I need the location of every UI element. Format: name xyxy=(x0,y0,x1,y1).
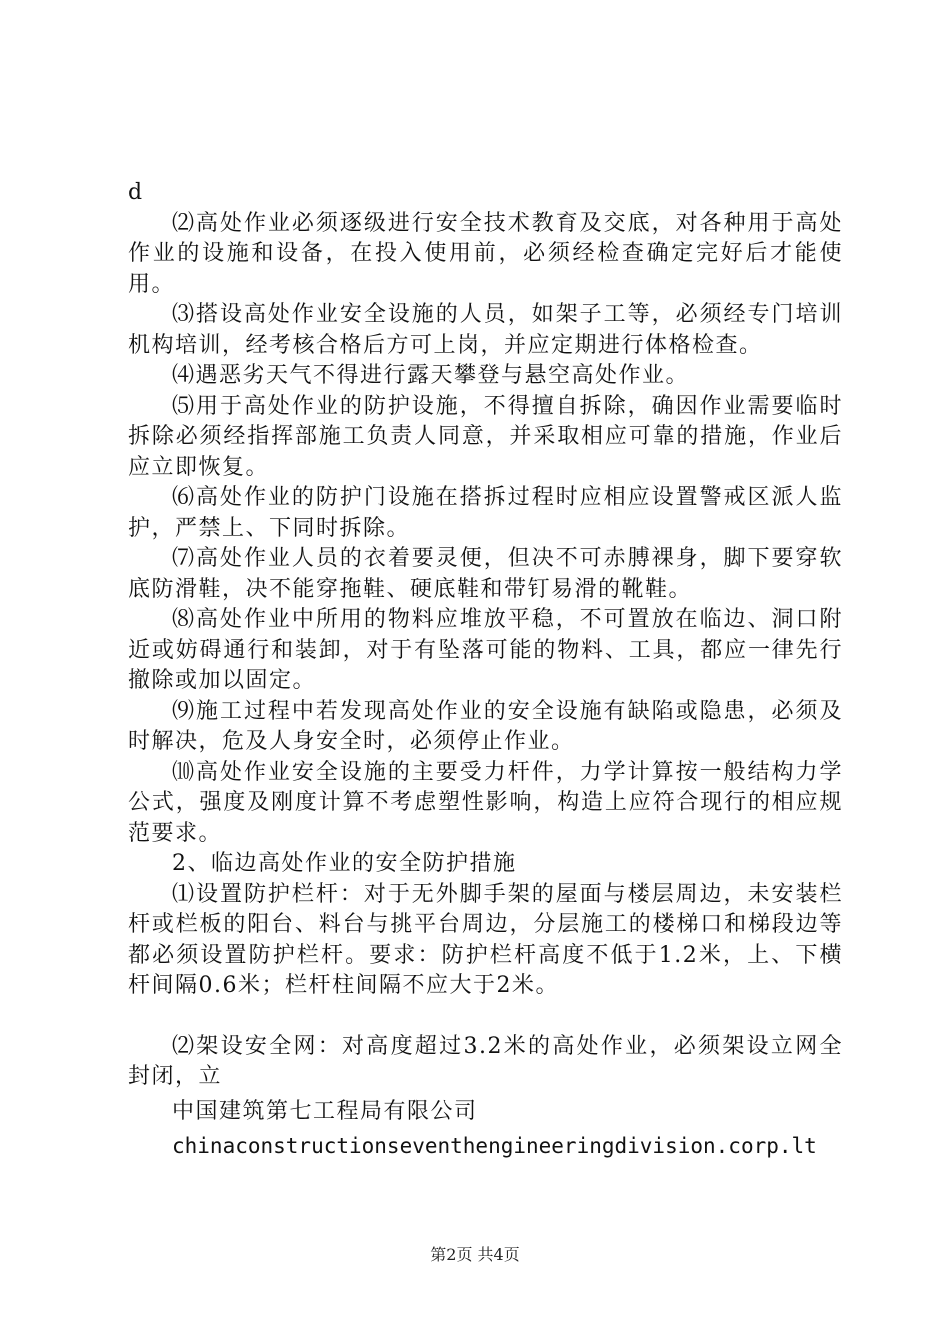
paragraph-guardrail: ⑴设置防护栏杆：对于无外脚手架的屋面与楼层周边，未安装栏杆或栏板的阳台、料台与挑平台周边，分层施工的楼梯口和梯段边等都必须设置防护栏杆。要求：防护栏杆高度不低于1.2米，上、下横杆间隔0.6米；栏杆柱间隔不应大于2米。 xyxy=(128,881,843,998)
company-url: chinaconstructionseventhengineeringdivision.corp.lt xyxy=(172,1134,817,1158)
paragraph-item-2: ⑵高处作业必须逐级进行安全技术教育及交底，对各种用于高处作业的设施和设备，在投入使用前，必须经检查确定完好后才能使用。 xyxy=(128,210,843,297)
paragraph-item-3: ⑶搭设高处作业安全设施的人员，如架子工等，必须经专门培训机构培训，经考核合格后方可上岗，并应定期进行体格检查。 xyxy=(128,302,843,358)
stray-fragment: d xyxy=(128,180,144,205)
paragraph-item-10: ⑽高处作业安全设施的主要受力杆件，力学计算按一般结构力学公式，强度及刚度计算不考虑塑性影响，构造上应符合现行的相应规范要求。 xyxy=(128,759,843,846)
paragraph-item-8: ⑻高处作业中所用的物料应堆放平稳，不可置放在临边、洞口附近或妨碍通行和装卸，对于有坠落可能的物料、工具，都应一律先行撤除或加以固定。 xyxy=(128,607,843,693)
paragraph-item-5: ⑸用于高处作业的防护设施，不得擅自拆除，确因作业需要临时拆除必须经指挥部施工负责人同意，并采取相应可靠的措施，作业后应立即恢复。 xyxy=(128,393,843,480)
paragraph-item-9: ⑼施工过程中若发现高处作业的安全设施有缺陷或隐患，必须及时解决，危及人身安全时，必须停止作业。 xyxy=(128,698,843,754)
section-heading: 2、临边高处作业的安全防护措施 xyxy=(172,851,517,876)
paragraph-item-7: ⑺高处作业人员的衣着要灵便，但决不可赤膊裸身，脚下要穿软底防滑鞋，决不能穿拖鞋、硬底鞋和带钉易滑的靴鞋。 xyxy=(128,546,843,602)
document-body xyxy=(128,178,843,1162)
paragraph-safety-net: ⑵架设安全网：对高度超过3.2米的高处作业，必须架设立网全封闭，立 xyxy=(128,1033,843,1089)
paragraph-item-6: ⑹高处作业的防护门设施在搭拆过程时应相应设置警戒区派人监护，严禁上、下同时拆除。 xyxy=(128,485,843,541)
company-name: 中国建筑第七工程局有限公司 xyxy=(172,1098,478,1124)
page-number-footer: 第2页 共4页 xyxy=(430,1245,520,1264)
paragraph-item-4: ⑷遇恶劣天气不得进行露天攀登与悬空高处作业。 xyxy=(172,363,690,388)
